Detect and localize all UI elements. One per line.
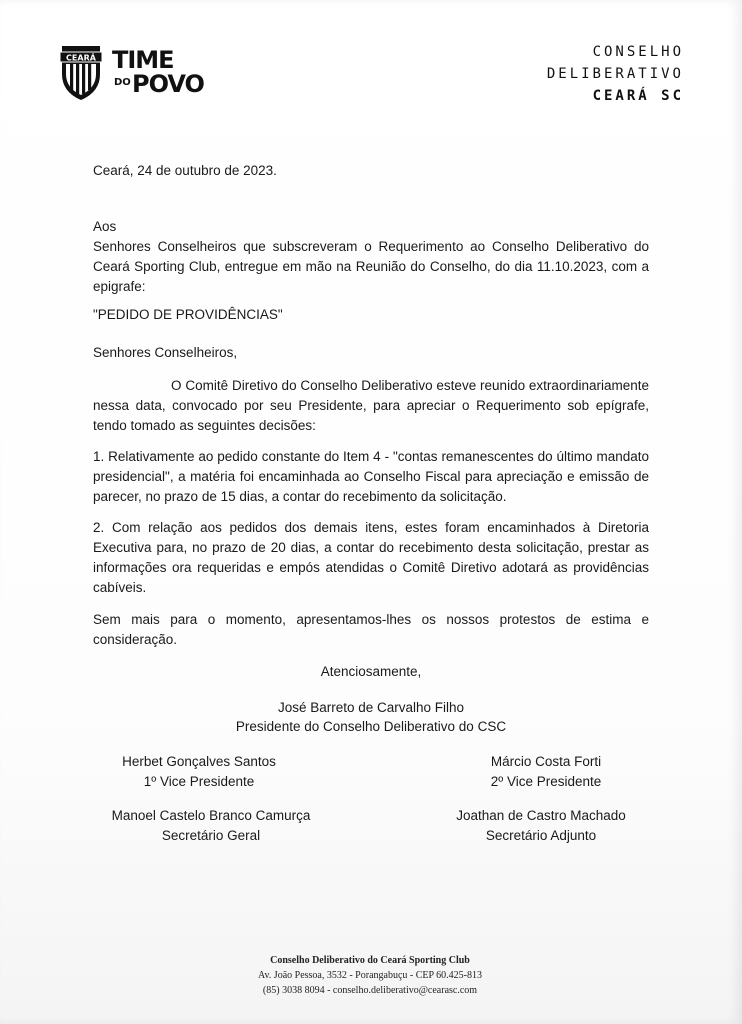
- assistant-role: Secretário Adjunto: [485, 828, 597, 843]
- club-logo: [56, 40, 216, 102]
- secretary-signature: [91, 806, 331, 846]
- assistant-name: Joathan de Castro Machado: [456, 808, 626, 823]
- footer-org: Conselho Deliberativo do Ceará Sporting Club: [270, 955, 470, 966]
- item-1-paragraph: 1. Relativamente ao pedido constante do Item 4 - "contas remanescentes do último mandato presidencial", a matéria foi encaminhada ao Conselho Fiscal para apreciação e emissão de parecer, no prazo de 15 dias, a contar do recebimento da solicitação.: [93, 449, 649, 504]
- recipient-description: Senhores Conselheiros que subscreveram o Requerimento ao Conselho Deliberativo do Ceará Sporting Club, entregue em mão na Reunião do Conselho, do dia 11.10.2023, com a epigrafe:: [93, 239, 649, 294]
- crest-icon: [60, 46, 102, 100]
- letter-date: Ceará, 24 de outubro de 2023.: [93, 163, 277, 178]
- vp1-role: 1º Vice Presidente: [143, 774, 255, 789]
- letter-footer: [140, 953, 600, 998]
- council-line: CEARÁ SC: [592, 88, 684, 104]
- crest-text: CEARÁ: [66, 53, 96, 63]
- item-2-paragraph: 2. Com relação aos pedidos dos demais itens, estes foram encaminhados à Diretoria Executiva para, no prazo de 20 dias, a contar do recebimento desta solicitação, prestar as informações ora requeridas e empós atendidas o Comitê Diretivo adotará as providências cabíveis.: [93, 520, 649, 595]
- intro-paragraph: [93, 376, 649, 436]
- salutation: Senhores Conselheiros,: [93, 345, 238, 360]
- secretary-name: Manoel Castelo Branco Camurça: [111, 808, 311, 823]
- footer-address: Av. João Pessoa, 3532 - Porangabuçu - CEP 60.425-813: [257, 970, 483, 981]
- president-name: José Barreto de Carvalho Filho: [277, 700, 465, 715]
- recipient-aos: Aos: [93, 219, 117, 234]
- secretary-role: Secretário Geral: [161, 828, 261, 843]
- logo-time-text: TIME: [112, 46, 174, 74]
- vp1-signature: [79, 752, 319, 792]
- regards: Atenciosamente,: [320, 664, 422, 679]
- vp2-signature: [426, 752, 666, 792]
- closing-paragraph: Sem mais para o momento, apresentamos-lhes os nossos protestos de estima e consideração.: [93, 612, 649, 647]
- footer-contact: (85) 3038 8094 - conselho.deliberativo@cearasc.com: [262, 985, 478, 996]
- logo-do-text: DO: [114, 77, 131, 88]
- council-line: DELIBERATIVO: [546, 66, 684, 82]
- council-heading: [547, 41, 684, 107]
- vp2-role: 2º Vice Presidente: [490, 774, 602, 789]
- subject-line: "PEDIDO DE PROVIDÊNCIAS": [93, 307, 283, 322]
- president-role: Presidente do Conselho Deliberativo do CSC: [235, 719, 507, 734]
- vp1-name: Herbet Gonçalves Santos: [122, 754, 276, 769]
- vp2-name: Márcio Costa Forti: [490, 754, 602, 769]
- logo-povo-text: POVO: [132, 70, 204, 98]
- council-line: CONSELHO: [592, 44, 684, 60]
- assistant-signature: [421, 806, 661, 846]
- intro-text: O Comitê Diretivo do Conselho Deliberativo esteve reunido extraordinariamente nessa data, convocado por seu Presidente, para apreciar o Requerimento sob epígrafe, tendo tomado as seguintes decisões:: [93, 378, 649, 433]
